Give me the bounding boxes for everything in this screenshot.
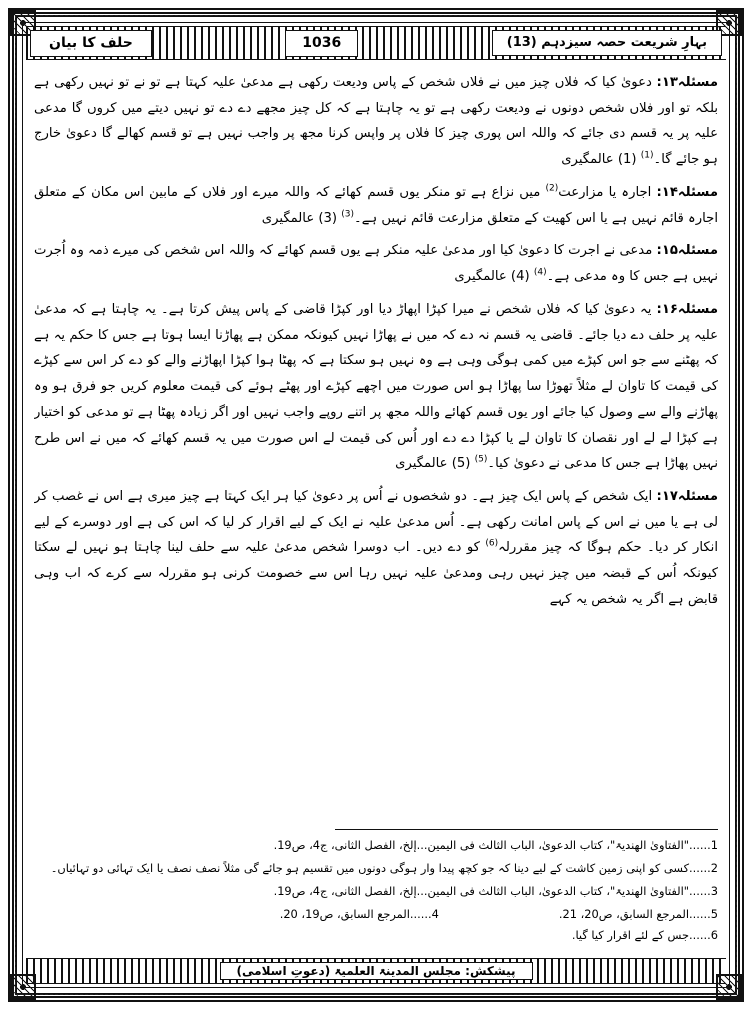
footnote-4: 4......المرجع السابق، ص19، 20. — [279, 906, 439, 921]
masla-text-17: ایک شخص کے پاس ایک چیز ہے۔ دو شخصوں نے اُس پر دعویٰ کیا ہر ایک کہتا ہے چیز میری ہے اس نے غصب کر لی ہے یا میں نے اس کے پاس امانت رکھی ہے۔ اُس مدعیٰ علیہ نے ایک کے لیے اقرار کر لیا کہ اس کی ہے اور دوسرے کے لیے انکار کر دیا۔ حکم ہوگا کہ چیز مقررلہ$^{(6)}$ کو دے دیں۔ اب دوسرا شخص مدعیٰ علیہ سے حلف لینا چاہتا ہو نہیں لے سکتا کیونکہ اُس کے قبضہ میں چیز نہیں رہی ومدعیٰ علیہ نہیں رہا اس سے خصومت کرنی ہو مقررلہ سے کرے کہ اب وہی قابض ہے اگر یہ شخص یہ کہے — [34, 489, 718, 607]
page-header — [26, 26, 726, 60]
paragraph-masla-13 — [34, 70, 718, 173]
header-book-title: بہارِ شریعت حصہ سیزدہم (13) — [492, 30, 722, 56]
paragraph-masla-15 — [34, 238, 718, 289]
masla-label-13: مسئلہ۱۳: — [656, 75, 718, 90]
masla-text-14: اجارہ یا مزارعت$^{(2)}$ میں نزاع ہے تو منکر یوں قسم کھائے کہ واللہ میرے اور فلاں کے مابین اس مکان کے متعلق اجارہ قائم نہیں ہے یا اس کھیت کے متعلق مزارعت قائم نہیں ہے۔$^{(3)}$ (3) عالمگیری — [34, 183, 718, 226]
masla-text-13: دعویٰ کیا کہ فلاں چیز میں نے فلاں شخص کے پاس ودیعت رکھی ہے مدعیٰ علیہ کہتا ہے تو نے تو نہیں رکھی ہے بلکہ تو اور فلاں شخص دونوں نے ودیعت رکھی ہے تو یہ چاہتا ہے کہ کل چیز مجھے دے دے تو نہیں دیتے میں کروں گا مدعی علیہ پر یہ قسم دی جائے کہ واللہ اس پوری چیز کا فلاں پر واپس کرنا مجھ پر واجب نہیں ہے تو قسم کھالے گا دعویٰ خارج ہو جائے گا۔$^{(1)}$ (1) عالمگیری — [34, 75, 718, 168]
footnote-5: 5......المرجع السابق، ص20، 21. — [558, 906, 718, 921]
footnote-1: 1......"الفتاویٰ الھندیۃ"، کتاب الدعویٰ، الباب الثالث فی الیمین...إلخ، الفصل الثانی، ج4، ص19. — [273, 837, 718, 852]
masla-label-17: مسئلہ۱۷: — [656, 489, 718, 505]
footnote-row-4-5 — [34, 904, 718, 925]
masla-label-14: مسئلہ۱۴: — [656, 184, 718, 200]
page-number: 1036 — [285, 30, 358, 57]
header-chapter-title: حلف کا بیان — [30, 30, 152, 57]
masla-label-15: مسئلہ۱۵: — [656, 243, 718, 259]
inline-ref-3: (3) عالمگیری — [261, 210, 338, 226]
footnote-ref-5: (5) — [474, 454, 488, 465]
footnotes-block — [34, 829, 718, 948]
inline-ref-5: (5) عالمگیری — [395, 456, 471, 472]
footnote-ref-3: (3) — [341, 209, 355, 220]
masla-text-16: یہ دعویٰ کیا کہ فلاں شخص نے میرا کپڑا اپھاڑ دیا اور کپڑا قاضی کے پاس پیش کرتا ہے۔ یہ چاہتا ہے کہ مدعیٰ علیہ پر حلف دے دیا جائے۔ قاضی یہ قسم نہ دے کہ میں نے پھاڑا نہیں کیونکہ ممکن ہے پھاڑنا ایسا ہوتا ہے جس کا حکم یہ ہے کہ پھٹنے سے جو اس کپڑے میں کمی ہوگی وہی ہے وہ نہیں ہو سکتا ہے کہ پھٹا ہوا کپڑا اپھاڑنے والے کو دے کر اس سے کپڑے کی قیمت کا تاوان لے مثلاً تھوڑا سا پھاڑا ہو اس صورت میں اچھے کپڑے اور پھٹے ہوئے کی قیمت معلوم کریں جو فرق ہو وہ پھاڑنے والے سے وصول کیا جائے اور یوں قسم کھائے واللہ مجھ پر اتنے روپے واجب نہیں اور اگر زیادہ پھٹا ہے تو مدعی کو اختیار ہے کپڑا لے لے اور نقصان کا تاوان لے یا کپڑا دے دے اور اُس کی قیمت لے اس صورت میں یہ قسم کھائے کہ میں نے اس طرح نہیں پھاڑا ہے جس کا مدعی نے دعویٰ کیا۔$^{(5)}$ (5) عالمگیری — [34, 301, 718, 472]
masla-label-16: مسئلہ۱۶: — [656, 301, 718, 317]
page-content — [34, 70, 718, 950]
masla-text-15: مدعی نے اجرت کا دعویٰ کیا اور مدعیٰ علیہ منکر ہے یوں قسم کھائے کہ واللہ اس شخص کی میرے ذمہ وہ اُجرت نہیں ہے جس کا وہ مدعی ہے۔$^{(4)}$ (4) عالمگیری — [34, 243, 718, 285]
inline-ref-4: (4) عالمگیری — [454, 269, 530, 285]
page-footer — [26, 958, 726, 984]
inline-ref-1: (1) عالمگیری — [561, 152, 637, 168]
footnote-3: 3......"الفتاویٰ الھندیۃ"، کتاب الدعویٰ، الباب الثالث فی الیمین...إلخ، الفصل الثانی، ج4، ص19. — [273, 883, 718, 898]
footnote-ref-1: (1) — [640, 150, 654, 161]
footer-publisher: پیشکش: مجلس المدینۃ العلمیۃ (دعوتِ اسلامی) — [220, 962, 533, 980]
footnote-separator — [335, 829, 718, 830]
paragraph-masla-16 — [34, 297, 718, 477]
footnote-6: 6......جس کے لئے اقرار کیا گیا. — [571, 927, 718, 942]
footnote-2: 2......کسی کو اپنی زمین کاشت کے لیے دینا کہ جو کچھ پیدا وار ہوگی دونوں میں تقسیم ہو جائے گی مثلاً نصف نصف یا ایک تہائی دو تہائیاں۔ — [50, 860, 718, 875]
paragraph-masla-17 — [34, 484, 718, 613]
footnote-ref-4: (4) — [533, 267, 547, 278]
paragraph-masla-14 — [34, 180, 718, 231]
